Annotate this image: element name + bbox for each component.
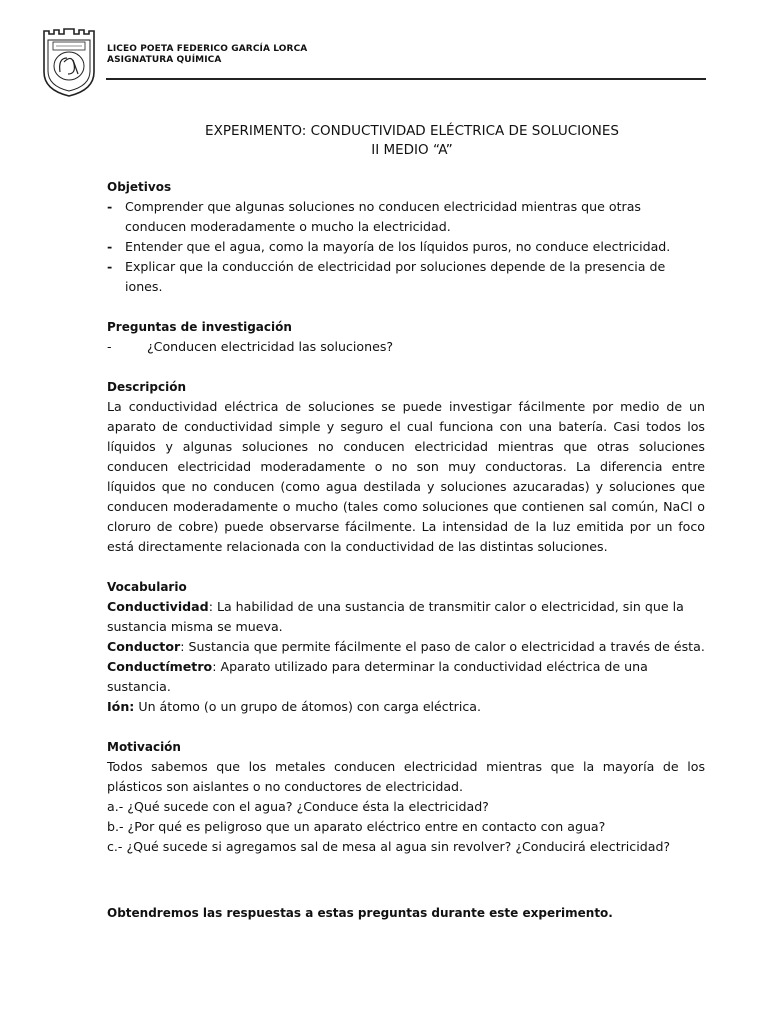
list-item: - Entender que el agua, como la mayoría de los líquidos puros, no conduce electricidad. [107,239,671,254]
closing-statement: Obtendremos las respuestas a estas preguntas durante este experimento. [107,906,613,920]
vocab-entry [107,657,705,697]
vocab-entry [107,597,705,637]
section-heading-objetivos: Objetivos [107,180,172,194]
vocab-definition: : La habilidad de una sustancia de transmitir calor o electricidad, sin que la sustancia misma se mueva. [107,599,684,634]
question-item: b.- ¿Por qué es peligroso que un aparato eléctrico entre en contacto con agua? [107,819,606,834]
document-title: EXPERIMENTO: CONDUCTIVIDAD ELÉCTRICA DE SOLUCIONES [205,123,619,139]
subject-name: ASIGNATURA QUÍMICA [107,55,222,65]
question-item: c.- ¿Qué sucede si agregamos sal de mesa al agua sin revolver? ¿Conducirá electricidad? [107,839,671,854]
document-body [107,177,705,857]
vocab-term: Conductividad [107,599,209,614]
vocab-entry [107,637,705,657]
document-subtitle: II MEDIO “A” [371,142,453,158]
vocab-entry [107,697,705,717]
list-item: - ¿Conducen electricidad las soluciones? [107,339,394,354]
header-divider [106,78,706,80]
section-heading-motivacion: Motivación [107,740,181,754]
list-item: - Comprender que algunas soluciones no conducen electricidad mientras que otras conducen moderadamente o mucho la electricidad. [107,199,641,234]
school-name: LICEO POETA FEDERICO GARCÍA LORCA [107,44,308,54]
vocab-term: Conductímetro [107,659,213,674]
vocab-definition: Un átomo (o un grupo de átomos) con carga eléctrica. [134,699,481,714]
vocab-term: Ión: [107,699,135,714]
descripcion-paragraph: La conductividad eléctrica de soluciones se puede investigar fácilmente por medio de un aparato de conductividad simple y seguro el cual funciona con una batería. Casi todos los líquidos y algunas soluciones no conducen electricidad mientras que otras soluciones conducen electricidad moderadamente o no son muy conductoras. La diferencia entre líquidos que no conducen (como agua destilada y soluciones azucaradas) y soluciones que conducen moderadamente o mucho (tales como soluciones que contienen sal común, NaCl o cloruro de cobre) puede observarse fácilmente. La intensidad de la luz emitida por un foco está directamente relacionada con la conductividad de las distintas soluciones. [107,399,705,554]
school-crest-icon [40,24,98,98]
vocab-definition: : Aparato utilizado para determinar la conductividad eléctrica de una sustancia. [107,659,648,694]
section-heading-vocabulario: Vocabulario [107,580,187,594]
section-heading-descripcion: Descripción [107,380,186,394]
section-heading-preguntas: Preguntas de investigación [107,320,292,334]
vocab-term: Conductor [107,639,181,654]
vocab-definition: : Sustancia que permite fácilmente el paso de calor o electricidad a través de ésta. [180,639,705,654]
list-item: - Explicar que la conducción de electricidad por soluciones depende de la presencia de iones. [107,259,666,294]
question-item: a.- ¿Qué sucede con el agua? ¿Conduce ésta la electricidad? [107,799,489,814]
school-header [107,44,307,66]
motivacion-paragraph: Todos sabemos que los metales conducen electricidad mientras que la mayoría de los plásticos son aislantes o no conductores de electricidad. [107,759,705,794]
